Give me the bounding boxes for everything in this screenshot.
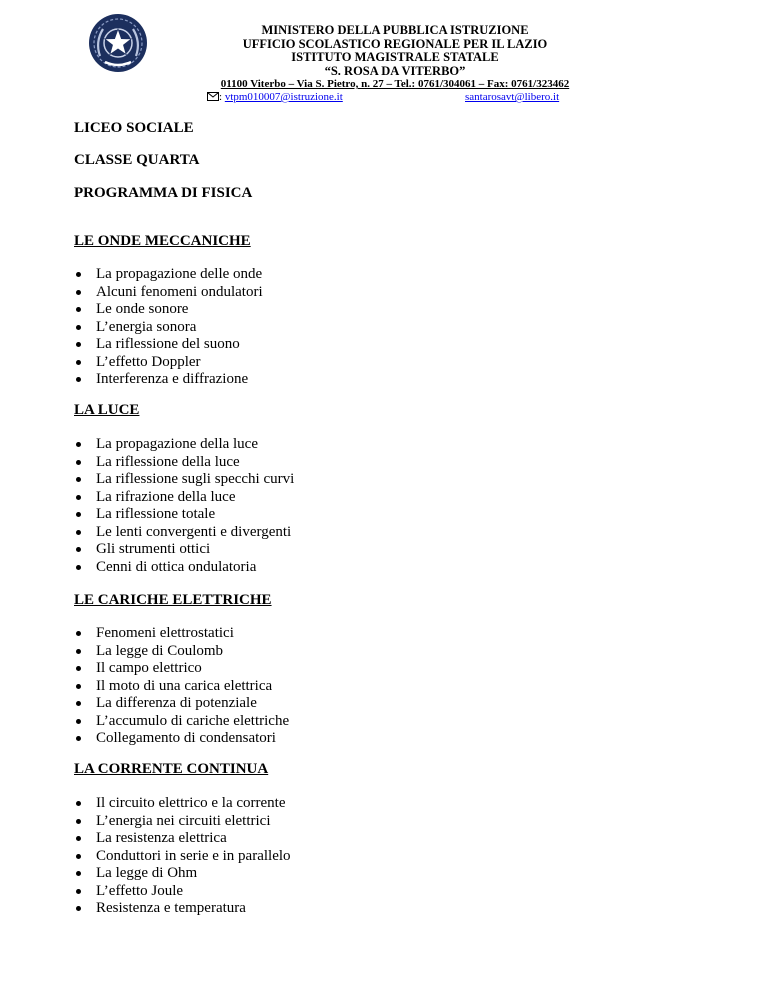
list-item: La differenza di potenziale [74,695,289,713]
list-item: Il circuito elettrico e la corrente [74,795,291,813]
section-list-luce [74,436,294,576]
list-item: L’accumulo di cariche elettriche [74,713,289,731]
letterhead [195,24,595,92]
section-title-cariche: LE CARICHE ELETTRICHE [74,592,272,608]
section-list-cariche [74,625,289,748]
list-item: Cenni di ottica ondulatoria [74,559,294,577]
list-item: Il moto di una carica elettrica [74,678,289,696]
list-item: Gli strumenti ottici [74,541,294,559]
email-link-secondary[interactable]: santarosavt@libero.it [465,91,560,103]
list-item: Fenomeni elettrostatici [74,625,289,643]
list-item: La riflessione totale [74,506,294,524]
list-item: Le lenti convergenti e divergenti [74,524,294,542]
list-item: L’energia sonora [74,319,263,337]
list-item: La legge di Coulomb [74,643,289,661]
email-link-primary[interactable]: vtpm010007@istruzione.it [224,91,343,103]
list-item: Il campo elettrico [74,660,289,678]
list-item: Collegamento di condensatori [74,730,289,748]
list-item: La propagazione delle onde [74,266,263,284]
email-prefix: : [219,91,223,103]
section-title-luce: LA LUCE [74,402,140,418]
letterhead-address: 01100 Viterbo – Via S. Pietro, n. 27 – Tel.: 0761/304061 – Fax: 0761/323462 [220,78,570,90]
list-item: Conduttori in serie e in parallelo [74,848,291,866]
letterhead-office: UFFICIO SCOLASTICO REGIONALE PER IL LAZIO [242,36,548,51]
list-item: La riflessione del suono [74,336,263,354]
section-title-corrente: LA CORRENTE CONTINUA [74,761,269,777]
list-item: Interferenza e diffrazione [74,371,263,389]
list-item: La legge di Ohm [74,865,291,883]
program-title: PROGRAMMA DI FISICA [74,185,253,201]
class-name: CLASSE QUARTA [74,152,200,168]
list-item: L’effetto Joule [74,883,291,901]
list-item: Alcuni fenomeni ondulatori [74,284,263,302]
italian-republic-emblem-icon [87,12,149,74]
envelope-icon [207,92,219,101]
section-list-onde [74,266,263,389]
list-item: La riflessione sugli specchi curvi [74,471,294,489]
section-list-corrente [74,795,291,918]
list-item: La riflessione della luce [74,454,294,472]
list-item: La propagazione della luce [74,436,294,454]
course-name: LICEO SOCIALE [74,120,194,136]
letterhead-contacts [207,91,592,105]
letterhead-institute: ISTITUTO MAGISTRALE STATALE [291,50,499,64]
list-item: Resistenza e temperatura [74,900,291,918]
section-title-onde: LE ONDE MECCANICHE [74,233,251,249]
list-item: Le onde sonore [74,301,263,319]
list-item: La resistenza elettrica [74,830,291,848]
list-item: L’effetto Doppler [74,354,263,372]
letterhead-ministry: MINISTERO DELLA PUBBLICA ISTRUZIONE [261,23,529,37]
letterhead-school-name: “S. ROSA DA VITERBO” [324,63,466,78]
list-item: La rifrazione della luce [74,489,294,507]
list-item: L’energia nei circuiti elettrici [74,813,291,831]
